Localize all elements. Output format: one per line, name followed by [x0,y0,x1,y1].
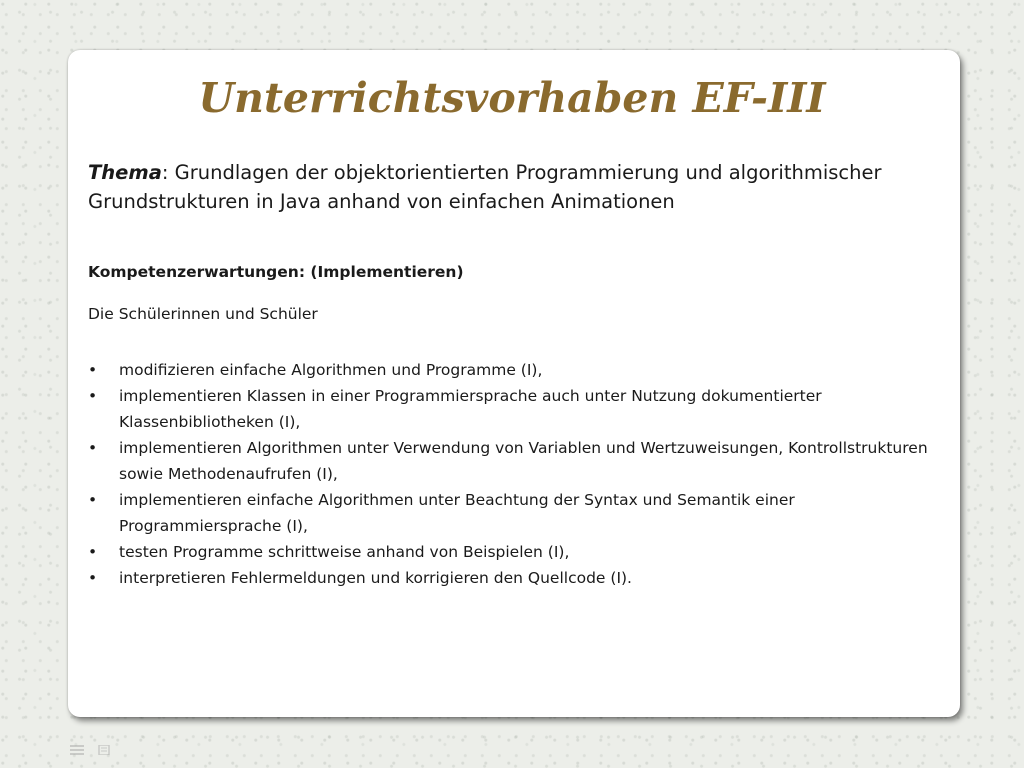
bullet-icon: • [88,543,98,561]
bullet-icon: • [88,361,98,379]
notes-icon[interactable] [98,740,112,759]
list-item-text: implementieren einfache Algorithmen unter Beachtung der Syntax und Semantik einer Programmiersprache (I), [119,491,795,535]
thema-separator: : [161,161,169,184]
slide-list-icon[interactable] [70,740,84,759]
competence-heading: Kompetenzerwartungen: (Implementieren) [88,263,464,281]
list-item [88,487,938,539]
list-item-text: interpretieren Fehlermeldungen und korrigieren den Quellcode (I). [119,569,632,587]
list-item [88,565,938,591]
list-item [88,383,938,435]
bullet-icon: • [88,569,98,587]
slide-title: Unterrichtsvorhaben EF-III [198,74,826,122]
list-item-text: implementieren Klassen in einer Programmiersprache auch unter Nutzung dokumentierter Klassenbibliotheken (I), [119,387,822,431]
list-item [88,357,938,383]
bullet-icon: • [88,387,98,405]
bullet-icon: • [88,439,98,457]
bullet-icon: • [88,491,98,509]
intro-text: Die Schülerinnen und Schüler [88,305,318,323]
notes-icon [98,745,112,755]
slide-list-icon [70,745,84,755]
slide-nav [70,740,112,759]
list-item-text: modifizieren einfache Algorithmen und Programme (I), [119,361,543,379]
thema-label: Thema [88,161,162,184]
thema-paragraph [88,158,938,216]
thema-text: Grundlagen der objektorientierten Programmierung und algorithmischer Grundstrukturen in Java anhand von einfachen Animationen [88,161,882,213]
list-item-text: implementieren Algorithmen unter Verwendung von Variablen und Wertzuweisungen, Kontrollstrukturen sowie Methodenaufrufen (I), [119,439,928,483]
list-item [88,539,938,565]
list-item-text: testen Programme schrittweise anhand von Beispielen (I), [119,543,570,561]
list-item [88,435,938,487]
competence-list [88,357,938,591]
